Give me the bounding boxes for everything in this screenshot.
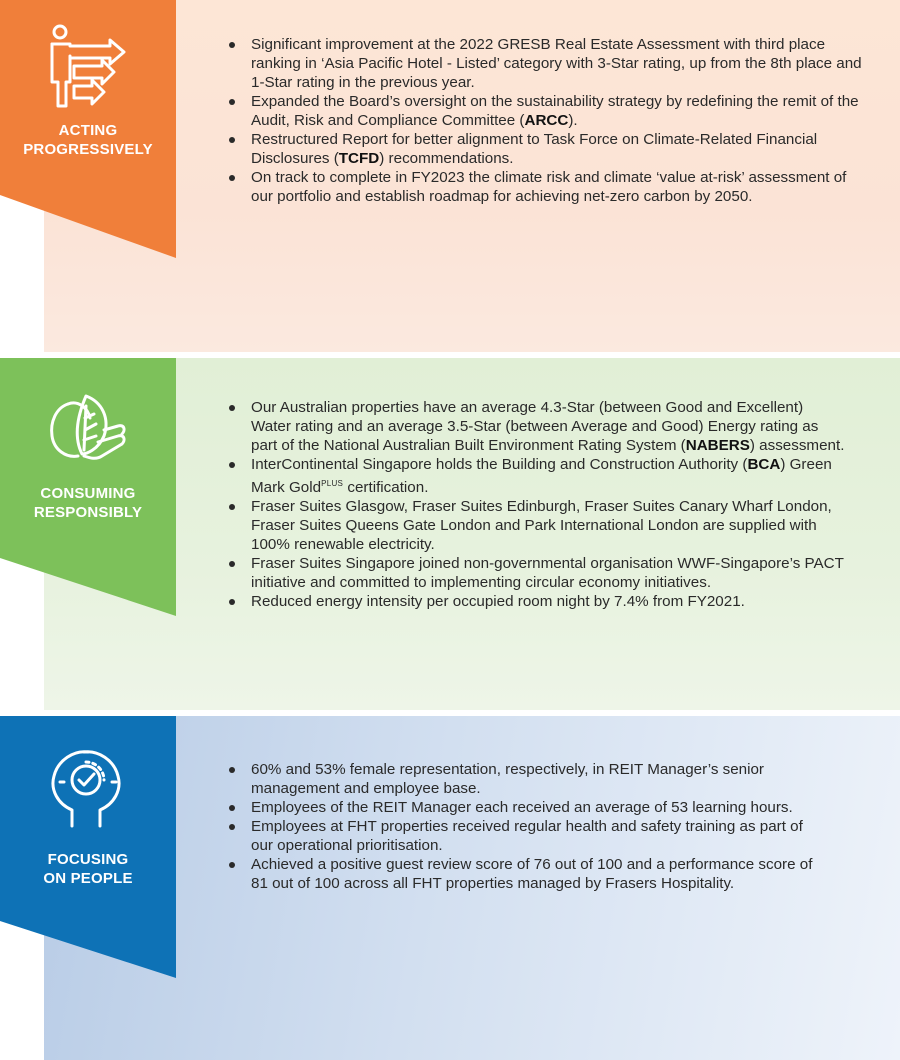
section-title xyxy=(0,484,176,522)
list-item: Fraser Suites Glasgow, Fraser Suites Edinburgh, Fraser Suites Canary Wharf London, Fraser Suites Queens Gate London and Park International London are supplied with 100% renewable electricity. xyxy=(226,497,846,554)
section-title-line2: ON PEOPLE xyxy=(43,870,133,887)
list-item: Significant improvement at the 2022 GRESB Real Estate Assessment with third place ranking in ‘Asia Pacific Hotel - Listed’ category with 3-Star rating, up from the 8th place and 1-Star rating in the previous year. xyxy=(226,35,866,92)
list-item: Restructured Report for better alignment to Task Force on Climate-Related Financial Disclosures (TCFD) recommendations. xyxy=(226,130,866,168)
head-checkmark-icon xyxy=(38,742,134,832)
section-focusing-on-people xyxy=(0,716,900,1060)
section-title-line2: RESPONSIBLY xyxy=(33,504,143,521)
section-acting-progressively xyxy=(0,0,900,352)
bullet-list xyxy=(226,35,866,206)
bullet-list xyxy=(226,760,816,893)
section-title-line2: PROGRESSIVELY xyxy=(23,141,153,158)
list-item: Fraser Suites Singapore joined non-governmental organisation WWF-Singapore’s PACT initiative and committed to implementing circular economy initiatives. xyxy=(226,554,846,592)
leaf-hand-icon xyxy=(38,384,134,474)
list-item: Employees at FHT properties received regular health and safety training as part of our operational prioritisation. xyxy=(226,817,816,855)
section-title-line1: FOCUSING xyxy=(47,851,129,868)
list-item: On track to complete in FY2023 the climate risk and climate ‘value at-risk’ assessment of our portfolio and establish roadmap for achieving net-zero carbon by 2050. xyxy=(226,168,866,206)
section-title-line1: ACTING xyxy=(58,122,118,139)
section-tab xyxy=(0,358,176,616)
section-consuming-responsibly xyxy=(0,358,900,710)
presenter-arrows-icon xyxy=(38,22,134,112)
list-item: InterContinental Singapore holds the Building and Construction Authority (BCA) Green Mark Gold$^{PLUS}$ certification. xyxy=(226,455,846,497)
list-item: Expanded the Board’s oversight on the sustainability strategy by redefining the remit of the Audit, Risk and Compliance Committee (ARCC). xyxy=(226,92,866,130)
list-item: Our Australian properties have an average 4.3-Star (between Good and Excellent) Water rating and an average 3.5-Star (between Average and Good) Energy rating as part of the National Australian Built Environment Rating System (NABERS) assessment. xyxy=(226,398,846,455)
list-item: Employees of the REIT Manager each received an average of 53 learning hours. xyxy=(226,798,816,817)
section-title-line1: CONSUMING xyxy=(40,485,136,502)
section-title xyxy=(0,850,176,888)
list-item: Reduced energy intensity per occupied room night by 7.4% from FY2021. xyxy=(226,592,846,611)
list-item: Achieved a positive guest review score of 76 out of 100 and a performance score of 81 out of 100 across all FHT properties managed by Frasers Hospitality. xyxy=(226,855,816,893)
section-tab xyxy=(0,716,176,978)
bullet-list xyxy=(226,398,846,611)
list-item: 60% and 53% female representation, respectively, in REIT Manager’s senior management and employee base. xyxy=(226,760,816,798)
section-title xyxy=(0,121,176,159)
section-tab xyxy=(0,0,176,258)
